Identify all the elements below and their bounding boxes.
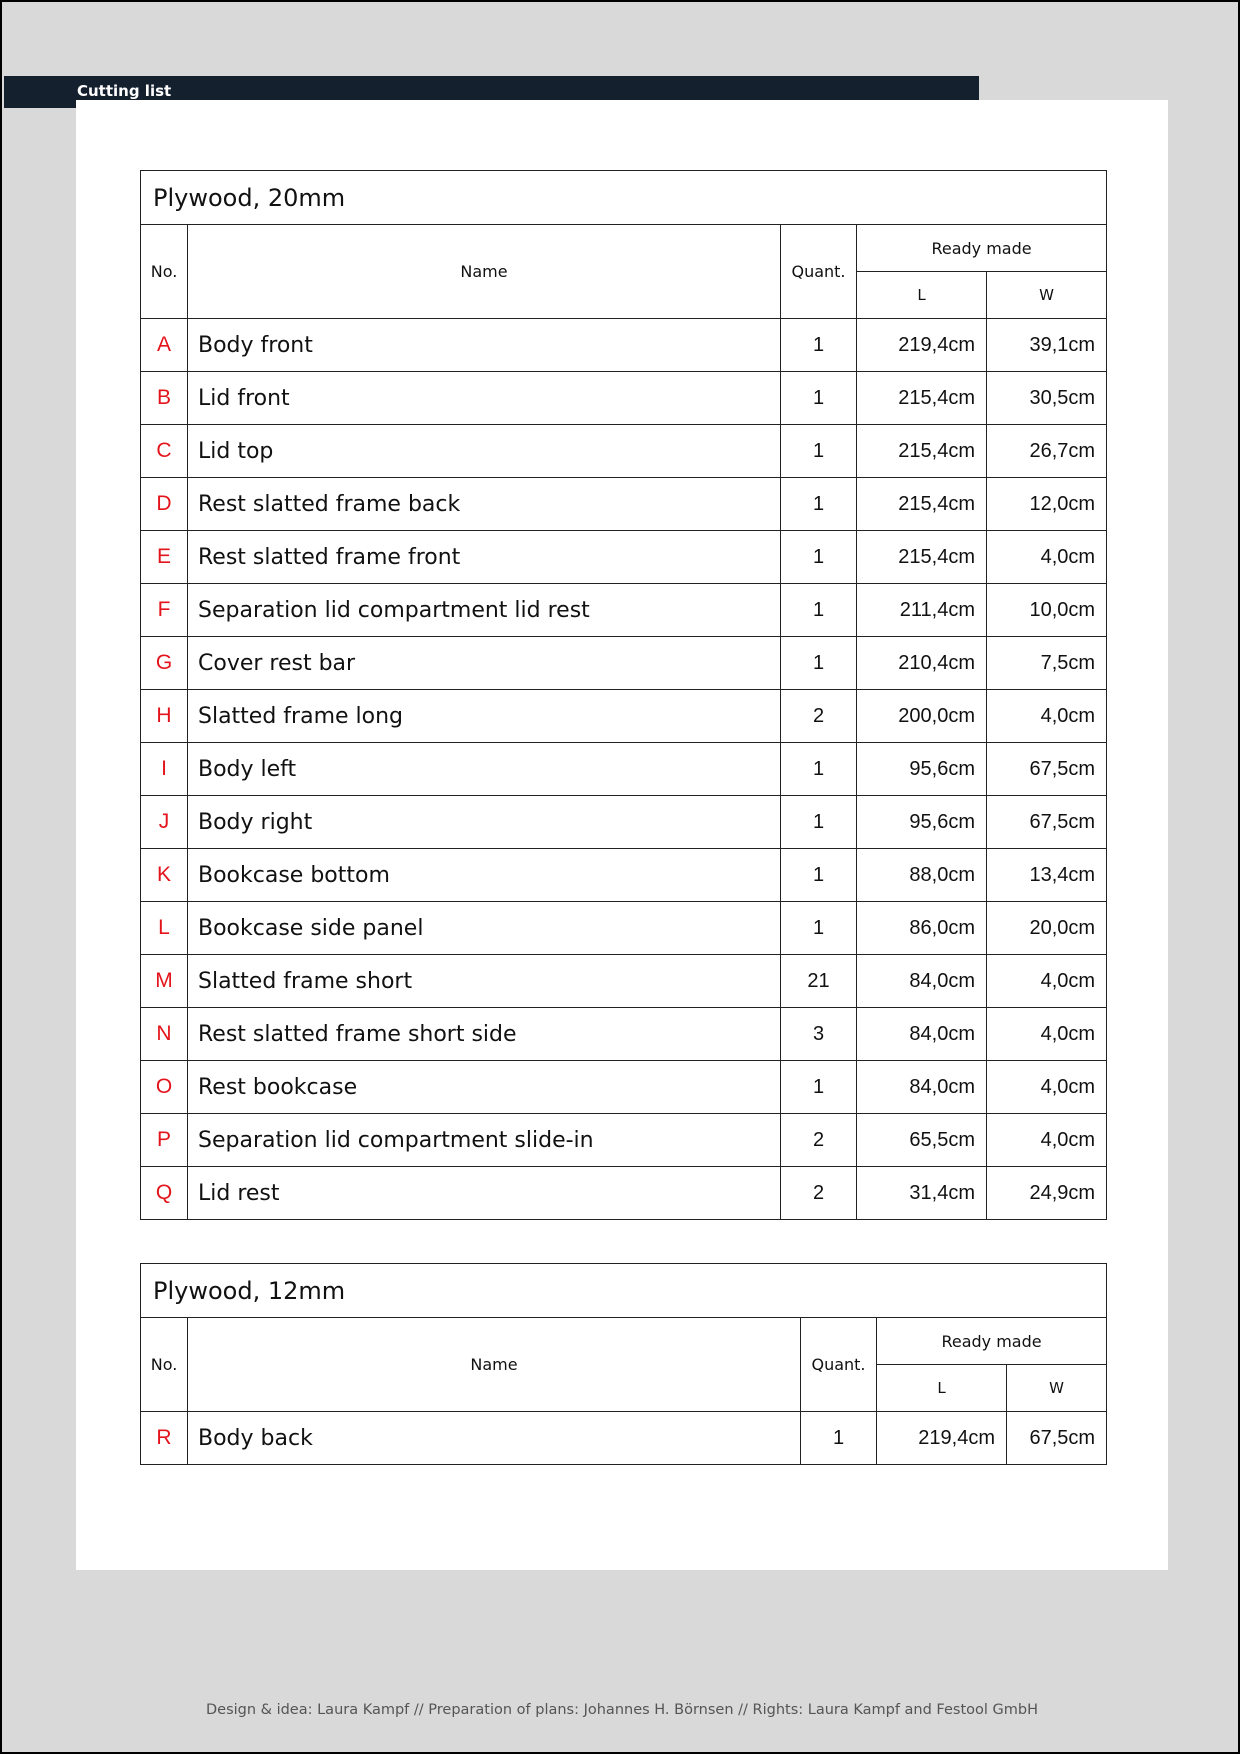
part-letter: A <box>141 319 188 372</box>
part-quantity: 1 <box>781 372 857 425</box>
table-row <box>141 584 1107 637</box>
part-letter: O <box>141 1061 188 1114</box>
part-letter: I <box>141 743 188 796</box>
part-name: Rest slatted frame back <box>188 478 781 531</box>
part-quantity: 1 <box>781 478 857 531</box>
part-quantity: 2 <box>781 1167 857 1220</box>
part-quantity: 1 <box>781 902 857 955</box>
part-length: 215,4cm <box>857 531 987 584</box>
part-length: 215,4cm <box>857 425 987 478</box>
part-name: Lid front <box>188 372 781 425</box>
table-row <box>141 1061 1107 1114</box>
credits-footer: Design & idea: Laura Kampf // Preparation of plans: Johannes H. Börnsen // Rights: Laura Kampf and Festool GmbH <box>205 1702 1038 1718</box>
part-width: 4,0cm <box>987 955 1107 1008</box>
part-width: 24,9cm <box>987 1167 1107 1220</box>
part-name: Slatted frame short <box>188 955 781 1008</box>
col-header-quant: Quant. <box>781 225 857 319</box>
part-name: Rest bookcase <box>188 1061 781 1114</box>
col-header-ready-made: Ready made <box>877 1318 1107 1365</box>
col-header-no: No. <box>141 225 188 319</box>
part-length: 200,0cm <box>857 690 987 743</box>
table-row <box>141 743 1107 796</box>
part-letter: B <box>141 372 188 425</box>
col-header-l: L <box>877 1365 1007 1412</box>
part-length: 211,4cm <box>857 584 987 637</box>
col-header-no: No. <box>141 1318 188 1412</box>
part-name: Body front <box>188 319 781 372</box>
part-quantity: 1 <box>781 849 857 902</box>
part-width: 4,0cm <box>987 1114 1107 1167</box>
part-letter: R <box>141 1412 188 1465</box>
table-row <box>141 690 1107 743</box>
part-name: Separation lid compartment slide-in <box>188 1114 781 1167</box>
sheet <box>76 100 1168 1570</box>
table-row <box>141 796 1107 849</box>
table-row <box>141 478 1107 531</box>
part-length: 84,0cm <box>857 1008 987 1061</box>
part-length: 219,4cm <box>877 1412 1007 1465</box>
part-width: 67,5cm <box>987 796 1107 849</box>
part-length: 215,4cm <box>857 372 987 425</box>
part-width: 26,7cm <box>987 425 1107 478</box>
table-row <box>141 531 1107 584</box>
part-quantity: 3 <box>781 1008 857 1061</box>
table-row <box>141 955 1107 1008</box>
part-width: 20,0cm <box>987 902 1107 955</box>
part-name: Lid top <box>188 425 781 478</box>
part-width: 4,0cm <box>987 1008 1107 1061</box>
part-quantity: 1 <box>781 425 857 478</box>
page-title: Cutting list <box>77 82 172 100</box>
part-letter: F <box>141 584 188 637</box>
part-letter: K <box>141 849 188 902</box>
part-quantity: 1 <box>781 531 857 584</box>
part-name: Bookcase bottom <box>188 849 781 902</box>
part-length: 84,0cm <box>857 955 987 1008</box>
part-letter: L <box>141 902 188 955</box>
table-row <box>141 372 1107 425</box>
part-letter: M <box>141 955 188 1008</box>
part-quantity: 21 <box>781 955 857 1008</box>
part-name: Separation lid compartment lid rest <box>188 584 781 637</box>
part-letter: J <box>141 796 188 849</box>
part-name: Body back <box>188 1412 801 1465</box>
table-row <box>141 319 1107 372</box>
part-width: 7,5cm <box>987 637 1107 690</box>
part-quantity: 1 <box>781 637 857 690</box>
table-row <box>141 1008 1107 1061</box>
part-width: 39,1cm <box>987 319 1107 372</box>
part-letter: H <box>141 690 188 743</box>
col-header-w: W <box>1007 1365 1107 1412</box>
part-quantity: 1 <box>781 1061 857 1114</box>
part-name: Body left <box>188 743 781 796</box>
part-letter: D <box>141 478 188 531</box>
part-letter: G <box>141 637 188 690</box>
part-length: 210,4cm <box>857 637 987 690</box>
part-name: Slatted frame long <box>188 690 781 743</box>
part-letter: N <box>141 1008 188 1061</box>
table-row <box>141 1114 1107 1167</box>
table-row <box>141 849 1107 902</box>
part-letter: C <box>141 425 188 478</box>
part-quantity: 1 <box>781 796 857 849</box>
part-width: 30,5cm <box>987 372 1107 425</box>
table-body <box>141 1412 1107 1465</box>
part-quantity: 2 <box>781 690 857 743</box>
part-name: Rest slatted frame front <box>188 531 781 584</box>
cutting-table-12mm <box>140 1263 1107 1465</box>
part-width: 10,0cm <box>987 584 1107 637</box>
part-length: 84,0cm <box>857 1061 987 1114</box>
part-length: 31,4cm <box>857 1167 987 1220</box>
cutting-table-20mm <box>140 170 1107 1220</box>
part-length: 86,0cm <box>857 902 987 955</box>
col-header-l: L <box>857 272 987 319</box>
table-title: Plywood, 12mm <box>141 1264 1107 1318</box>
col-header-quant: Quant. <box>801 1318 877 1412</box>
part-quantity: 1 <box>781 584 857 637</box>
table-title: Plywood, 20mm <box>141 171 1107 225</box>
part-quantity: 2 <box>781 1114 857 1167</box>
part-quantity: 1 <box>781 743 857 796</box>
part-length: 219,4cm <box>857 319 987 372</box>
part-letter: Q <box>141 1167 188 1220</box>
part-quantity: 1 <box>801 1412 877 1465</box>
part-name: Cover rest bar <box>188 637 781 690</box>
part-letter: P <box>141 1114 188 1167</box>
table-row <box>141 902 1107 955</box>
part-name: Rest slatted frame short side <box>188 1008 781 1061</box>
part-quantity: 1 <box>781 319 857 372</box>
part-length: 215,4cm <box>857 478 987 531</box>
table-row <box>141 637 1107 690</box>
table-row <box>141 1412 1107 1465</box>
col-header-w: W <box>987 272 1107 319</box>
part-width: 4,0cm <box>987 531 1107 584</box>
part-letter: E <box>141 531 188 584</box>
table-body <box>141 319 1107 1220</box>
part-length: 95,6cm <box>857 796 987 849</box>
part-name: Lid rest <box>188 1167 781 1220</box>
part-width: 13,4cm <box>987 849 1107 902</box>
part-length: 65,5cm <box>857 1114 987 1167</box>
part-length: 95,6cm <box>857 743 987 796</box>
part-name: Body right <box>188 796 781 849</box>
part-width: 4,0cm <box>987 690 1107 743</box>
part-name: Bookcase side panel <box>188 902 781 955</box>
table-row <box>141 425 1107 478</box>
col-header-name: Name <box>188 225 781 319</box>
col-header-name: Name <box>188 1318 801 1412</box>
part-width: 67,5cm <box>1007 1412 1107 1465</box>
part-width: 4,0cm <box>987 1061 1107 1114</box>
table-row <box>141 1167 1107 1220</box>
col-header-ready-made: Ready made <box>857 225 1107 272</box>
part-width: 67,5cm <box>987 743 1107 796</box>
part-width: 12,0cm <box>987 478 1107 531</box>
part-length: 88,0cm <box>857 849 987 902</box>
